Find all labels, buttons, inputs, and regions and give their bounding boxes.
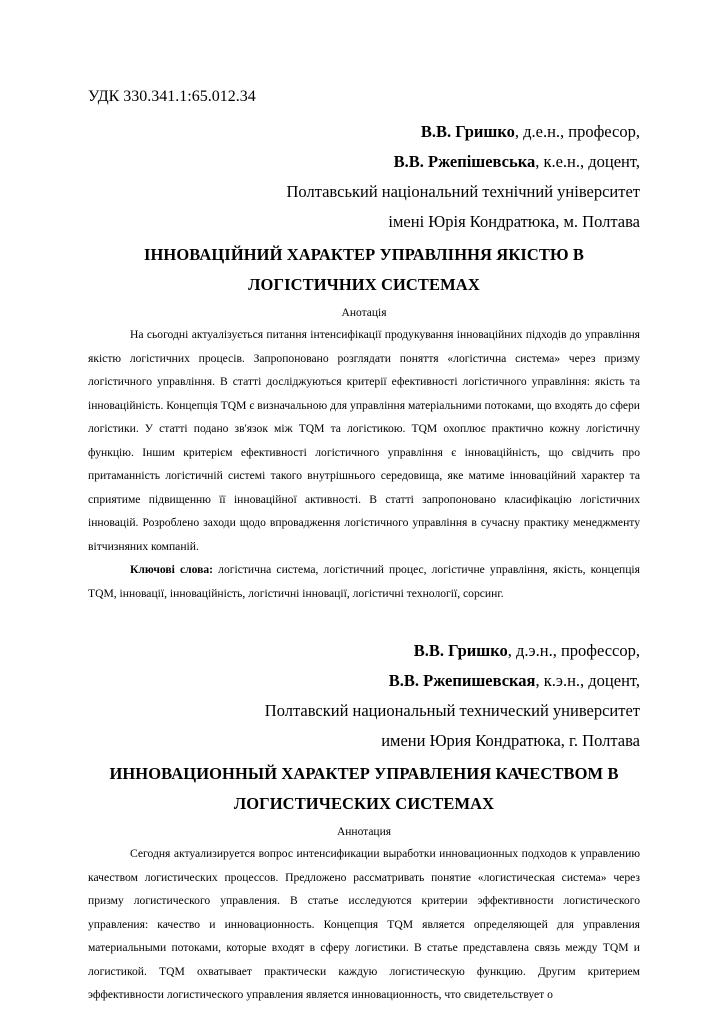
- author-1-ru-name: В.В. Гришко: [413, 641, 508, 660]
- title-line-2: ЛОГІСТИЧНИХ СИСТЕМАХ: [248, 275, 480, 294]
- affiliation-line-1: Полтавський національний технічний університет: [286, 182, 640, 201]
- keywords: [88, 558, 640, 605]
- author-1-degree: , д.е.н., професор,: [514, 122, 640, 141]
- author-2-degree: , к.е.н., доцент,: [535, 152, 640, 171]
- article-title: [88, 240, 640, 300]
- title-line-1: ІННОВАЦІЙНИЙ ХАРАКТЕР УПРАВЛІННЯ ЯКІСТЮ В: [143, 245, 585, 264]
- title-ru-line-2: ЛОГИСТИЧЕСКИХ СИСТЕМАХ: [233, 794, 495, 813]
- author-2-name: В.В. Ржепішевська: [393, 152, 536, 171]
- abstract-text: На сьогодні актуалізується питання інтенсифікації продукування інноваційних підходів до управління якістю логістичних процесів. Запропоновано розглядати поняття «логістична система» через призму логістичного управління. В статті досліджуються критерії ефективності логістичного управління: якість та інноваційність. Концепція TQM є визначальною для управління матеріальними потоками, що входять до сфери логістики. У статті подано зв'язок між TQM та логістикою. TQM охоплює практично кожну логістичну функцію. Іншим критерієм ефективності логістичного управління є інноваційність, що свідчить про притаманність логістичній системі такого внутрішнього середовища, яке матиме інноваційний характер та сприятиме підвищенню її інноваційної активності. В статті запропоновано класифікацію логістичних інновацій. Розроблено заходи щодо впровадження логістичного управління в сучасну практику менеджменту вітчизняних компаній.: [88, 328, 640, 553]
- author-1: [88, 117, 640, 147]
- author-2: [88, 147, 640, 177]
- article-title-ru: [88, 759, 640, 819]
- author-1-ru-degree: , д.э.н., профессор,: [507, 641, 640, 660]
- author-2-ru: [88, 666, 640, 696]
- title-ru-line-1: ИННОВАЦИОННЫЙ ХАРАКТЕР УПРАВЛЕНИЯ КАЧЕСТВОМ В: [109, 764, 619, 783]
- author-1-ru: [88, 636, 640, 666]
- abstract-heading: Анотація: [341, 307, 387, 319]
- affiliation-ru-line-1: Полтавский национальный технический университет: [264, 701, 640, 720]
- author-2-ru-name: В.В. Ржепишевская: [388, 671, 536, 690]
- russian-block: [88, 636, 640, 1007]
- abstract-heading-ru: Аннотация: [336, 826, 392, 838]
- keywords-label: Ключові слова:: [130, 563, 214, 576]
- affiliation-line-2: імені Юрія Кондратюка, м. Полтава: [388, 212, 640, 231]
- udc-code: УДК 330.341.1:65.012.34: [88, 88, 256, 105]
- affiliation-ru-line-2: имени Юрия Кондратюка, г. Полтава: [381, 731, 640, 750]
- author-2-ru-degree: , к.э.н., доцент,: [535, 671, 640, 690]
- abstract-text-ru: Сегодня актуализируется вопрос интенсификации выработки инновационных подходов к управлению качеством логистических процессов. Предложено рассматривать понятие «логистическая система» через призму логистического управления. В статье исследуются критерии эффективности логистического управления: качество и инновационность. Концепция TQM является определяющей для управления материальными потоками, которые входят в сферу логистики. В статье представлена связь между TQM и логистикой. TQM охватывает практически каждую логистическую функцию. Другим критерием эффективности логистического управления является инновационность, что свидетельствует о: [88, 847, 640, 1001]
- keywords-list: логістична система, логістичний процес, логістичне управління, якість, концепція TQM, інновації, інноваційність, логістичні інновації, логістичні технології, сорсинг.: [88, 563, 640, 600]
- ukrainian-block: [88, 117, 640, 605]
- author-1-name: В.В. Гришко: [420, 122, 515, 141]
